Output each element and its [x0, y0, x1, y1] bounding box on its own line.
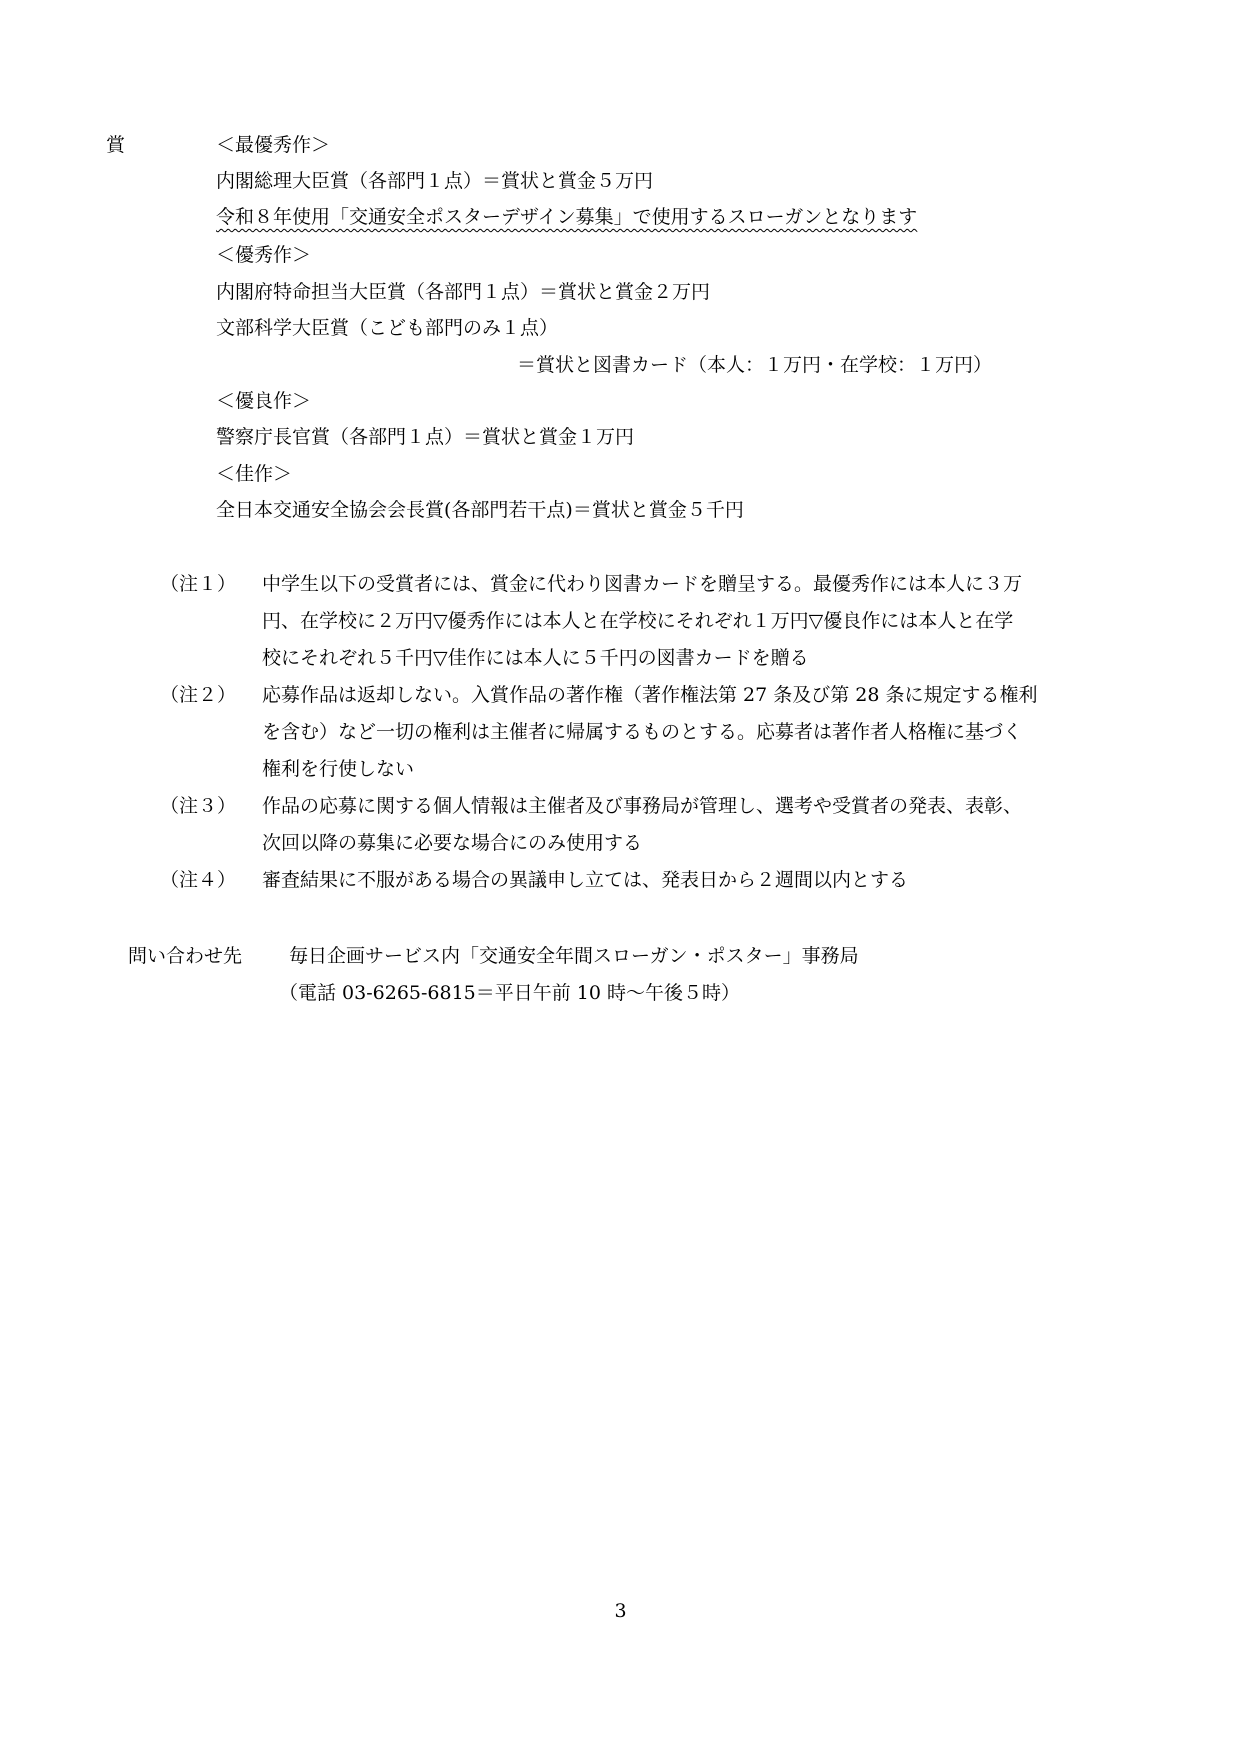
- top-prize-category: ＜最優秀作＞: [216, 134, 331, 156]
- fine-prize-category: ＜佳作＞: [216, 463, 293, 485]
- note-1-line-3: 校にそれぞれ５千円▽佳作には本人に５千円の図書カードを贈る: [262, 647, 809, 669]
- note-2-line-3: 権利を行使しない: [262, 758, 415, 780]
- excellent-prize-line-3: ＝賞状と図書カード（本人：１万円・在学校：１万円）: [517, 354, 993, 376]
- contact-phone: （電話 03-6265-6815＝平日午前 10 時～午後５時）: [279, 982, 741, 1004]
- note-3-line-2: 次回以降の募集に必要な場合にのみ使用する: [262, 832, 643, 854]
- note-1-label: （注１）: [160, 573, 237, 595]
- prizes-heading: 賞: [106, 134, 126, 156]
- note-2-line-2: を含む）など一切の権利は主催者に帰属するものとする。応募者は著作者人格権に基づく: [262, 721, 1023, 743]
- good-prize-line: 警察庁長官賞（各部門１点）＝賞状と賞金１万円: [216, 426, 635, 448]
- excellent-prize-line-2: 文部科学大臣賞（こども部門のみ１点）: [216, 317, 559, 339]
- note-2-label: （注２）: [160, 684, 237, 706]
- top-prize-note: 令和８年使用「交通安全ポスターデザイン募集」で使用するスローガンとなります: [216, 206, 918, 228]
- note-3-line-1: 作品の応募に関する個人情報は主催者及び事務局が管理し、選考や受賞者の発表、表彰、: [262, 795, 1023, 817]
- note-4-line-1: 審査結果に不服がある場合の異議申し立ては、発表日から２週間以内とする: [262, 869, 909, 891]
- excellent-prize-category: ＜優秀作＞: [216, 244, 312, 266]
- contact-office: 毎日企画サービス内「交通安全年間スローガン・ポスター」事務局: [289, 945, 859, 967]
- page-number: 3: [614, 1600, 627, 1622]
- note-1-line-2: 円、在学校に２万円▽優秀作には本人と在学校にそれぞれ１万円▽優良作には本人と在学: [262, 610, 1014, 632]
- note-2-line-1: 応募作品は返却しない。入賞作品の著作権（著作権法第 27 条及び第 28 条に規定する権利: [262, 684, 1038, 706]
- excellent-prize-line-1: 内閣府特命担当大臣賞（各部門１点）＝賞状と賞金２万円: [216, 281, 711, 303]
- note-1-line-1: 中学生以下の受賞者には、賞金に代わり図書カードを贈呈する。最優秀作には本人に３万: [262, 573, 1023, 595]
- contact-label: 問い合わせ先: [128, 945, 243, 967]
- good-prize-category: ＜優良作＞: [216, 390, 312, 412]
- note-3-label: （注３）: [160, 795, 237, 817]
- fine-prize-line: 全日本交通安全協会会長賞(各部門若干点)＝賞状と賞金５千円: [216, 499, 744, 521]
- note-4-label: （注４）: [160, 869, 237, 891]
- top-prize-line: 内閣総理大臣賞（各部門１点）＝賞状と賞金５万円: [216, 170, 654, 192]
